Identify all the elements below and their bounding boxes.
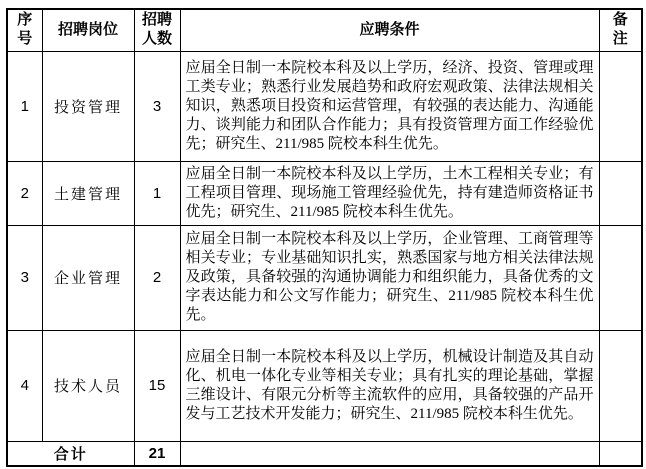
row-notes bbox=[599, 330, 642, 441]
table-row bbox=[7, 51, 642, 161]
row-position: 企业管理 bbox=[42, 225, 134, 330]
row-position: 土建管理 bbox=[42, 161, 134, 225]
header-cell-notes bbox=[599, 9, 642, 51]
header-label-count: 招聘人数 bbox=[141, 12, 172, 48]
table-footer-row bbox=[7, 441, 642, 466]
row-index: 3 bbox=[7, 225, 42, 330]
row-index: 1 bbox=[7, 51, 42, 161]
row-conditions: 应届全日制一本院校本科及以上学历，经济、投资、管理或理工类专业；熟悉行业发展趋势和政府宏观政策、法律法规相关知识，熟悉项目投资和运营管理，有较强的表达能力、沟通能力、谈判能力和团队合作能力；具有投资管理方面工作经验优先；研究生、211/985 院校本科生优先。 bbox=[180, 51, 599, 161]
header-label-position: 招聘岗位 bbox=[57, 21, 118, 38]
recruitment-table bbox=[6, 8, 643, 467]
header-cell-index bbox=[7, 9, 42, 51]
row-conditions: 应届全日制一本院校本科及以上学历，企业管理、工商管理等相关专业；专业基础知识扎实，熟悉国家与地方相关法律法规及政策，具备较强的沟通协调能力和组织能力，具备优秀的文字表达能力和公文写作能力；研究生、211/985 院校本科生优先。 bbox=[180, 225, 599, 330]
row-notes bbox=[599, 161, 642, 225]
footer-total-count: 21 bbox=[134, 441, 180, 466]
row-notes bbox=[599, 51, 642, 161]
table-header-row bbox=[7, 9, 642, 51]
table-row bbox=[7, 225, 642, 330]
row-count: 15 bbox=[134, 330, 180, 441]
row-count: 2 bbox=[134, 225, 180, 330]
table-row bbox=[7, 161, 642, 225]
footer-total-label: 合计 bbox=[7, 441, 134, 466]
footer-notes bbox=[599, 441, 642, 466]
row-count: 1 bbox=[134, 161, 180, 225]
row-index: 4 bbox=[7, 330, 42, 441]
row-notes bbox=[599, 225, 642, 330]
header-label-conditions: 应聘条件 bbox=[359, 21, 420, 38]
header-label-index: 序号 bbox=[17, 12, 33, 48]
table-row bbox=[7, 330, 642, 441]
row-position: 投资管理 bbox=[42, 51, 134, 161]
header-cell-conditions bbox=[180, 9, 599, 51]
row-count: 3 bbox=[134, 51, 180, 161]
footer-conditions bbox=[180, 441, 599, 466]
row-position: 技术人员 bbox=[42, 330, 134, 441]
row-conditions: 应届全日制一本院校本科及以上学历，土木工程相关专业；有工程项目管理、现场施工管理经验优先，持有建造师资格证书优先；研究生、211/985 院校本科生优先。 bbox=[180, 161, 599, 225]
header-cell-count bbox=[134, 9, 180, 51]
row-conditions: 应届全日制一本院校本科及以上学历，机械设计制造及其自动化、机电一体化专业等相关专业；具有扎实的理论基础，掌握三维设计、有限元分析等主流软件的应用，具备较强的产品开发与工艺技术开发能力；研究生、211/985 院校本科生优先。 bbox=[180, 330, 599, 441]
header-cell-position bbox=[42, 9, 134, 51]
header-label-notes: 备注 bbox=[612, 12, 628, 48]
row-index: 2 bbox=[7, 161, 42, 225]
